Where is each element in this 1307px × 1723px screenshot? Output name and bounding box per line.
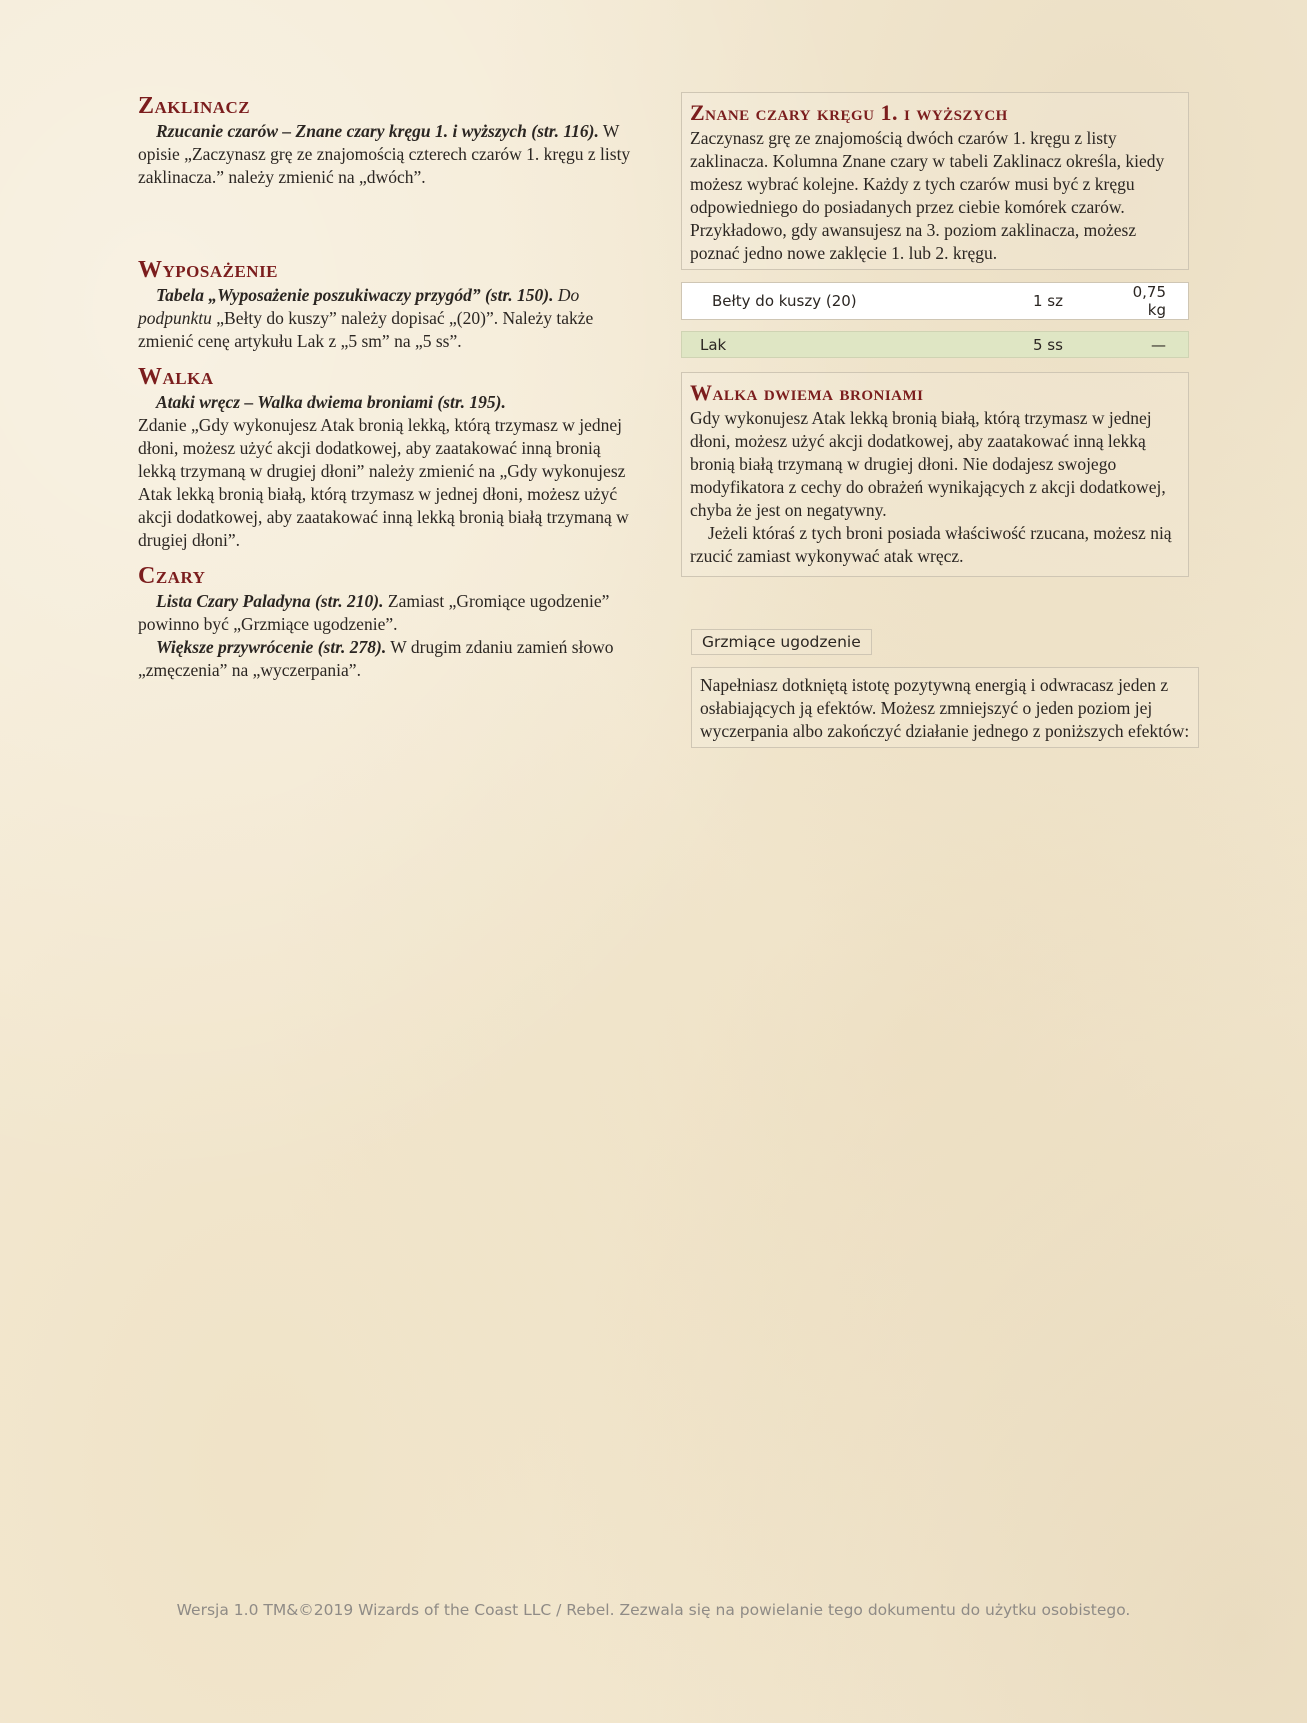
walka-body: Zdanie „Gdy wykonujesz Atak bronią lekką, którą trzymasz w jednej dłoni, możesz użyć akcji dodatkowej, aby zaatakować inną bronią lekką trzymaną w drugiej dłoni” należy zmienić na „Gdy wykonujesz Atak lekką bronią białą, którą trzymasz w jednej dłoni, możesz użyć akcji dodatkowej, aby zaatakować inną lekką bronią białą trzymaną w drugiej dłoni”.: [138, 415, 629, 550]
section-wyposazenie: [138, 256, 638, 353]
section-title-walka-dwiema: Walka dwiema broniami: [690, 380, 924, 405]
spell-text: Napełniasz dotkniętą istotę pozytywną energią i odwracasz jeden z osłabiających ją efektów. Możesz zmniejszyć o jeden poziom jej wyczerpania albo zakończyć działanie jednego z poniższych efektów:: [700, 675, 1190, 741]
right-column: [681, 92, 1201, 748]
box-spell-text: [691, 667, 1199, 748]
gear-weight: 0,75 kg: [1132, 283, 1166, 319]
spell-label: Grzmiące ugodzenie: [691, 629, 872, 655]
box-znane-czary: [681, 92, 1189, 270]
gear-weight: —: [1151, 335, 1166, 354]
zaklinacz-body: W opisie „Zaczynasz grę ze znajomością czterech czarów 1. kręgu z listy zaklinacza.” należy zmienić na „dwóch”.: [138, 121, 631, 187]
zaklinacz-lead: Rzucanie czarów – Znane czary kręgu 1. i wyższych (str. 116).: [156, 121, 599, 141]
spell-label-wrap: [691, 629, 1201, 655]
wyposazenie-body: „Bełty do kuszy” należy dopisać „(20)”. Należy także zmienić cenę artykułu Lak z „5 sm” na „5 ss”.: [138, 308, 594, 351]
section-title-walka: Walka: [138, 364, 214, 390]
znane-czary-body: Zaczynasz grę ze znajomością dwóch czarów 1. kręgu z listy zaklinacza. Kolumna Znane czary w tabeli Zaklinacz określa, kiedy możesz wybrać kolejne. Każdy z tych czarów musi być z kręgu odpowiedniego do posiadanych przez ciebie komórek czarów. Przykładowo, gdy awansujesz na 3. poziom zaklinacza, możesz poznać jedno nowe zaklęcie 1. lub 2. kręgu.: [690, 128, 1165, 263]
wyposazenie-lead: Tabela „Wyposażenie poszukiwaczy przygód” (str. 150).: [156, 285, 554, 305]
gear-name: Lak: [700, 335, 727, 354]
czary-lead-1: Lista Czary Paladyna (str. 210).: [156, 591, 384, 611]
walka-dwiema-p2: Jeżeli któraś z tych broni posiada właściwość rzucana, możesz nią rzucić zamiast wykonywać atak wręcz.: [690, 523, 1172, 566]
zaklinacz-paragraph: [138, 120, 638, 189]
walka-lead: Ataki wręcz – Walka dwiema broniami (str. 195).: [156, 392, 506, 412]
walka-lead-line: [138, 391, 638, 414]
section-title-wyposazenie: Wyposażenie: [138, 257, 279, 283]
section-title-zaklinacz: Zaklinacz: [138, 93, 251, 119]
section-zaklinacz: [138, 92, 638, 189]
czary-paragraph-1: [138, 590, 638, 636]
czary-lead-2: Większe przywrócenie (str. 278).: [156, 637, 387, 657]
gear-row: [682, 332, 1189, 358]
section-walka: [138, 363, 638, 552]
czary-paragraph-2: [138, 636, 638, 682]
box-walka-dwiema: [681, 372, 1189, 577]
gear-cost: 5 ss: [1033, 335, 1063, 354]
section-title-czary: Czary: [138, 563, 206, 589]
gear-spacer: [682, 320, 1189, 332]
wyposazenie-paragraph: [138, 284, 638, 353]
gear-row: [682, 283, 1189, 320]
section-czary: [138, 562, 638, 682]
section-title-znane-czary: Znane czary kręgu 1. i wyższych: [690, 100, 1008, 125]
gear-name: Bełty do kuszy (20): [712, 292, 857, 310]
left-column: [138, 92, 638, 682]
walka-dwiema-p1: Gdy wykonujesz Atak lekką bronią białą, którą trzymasz w jednej dłoni, możesz użyć akcji dodatkowej, aby zaatakować inną lekką bronią białą trzymaną w drugiej dłoni. Nie dodajesz swojego modyfikatora z cechy do obrażeń wynikających z akcji dodatkowej, chyba że jest on negatywny.: [690, 408, 1166, 520]
gear-table: [681, 282, 1189, 358]
wyposazenie-italic: Do podpunktu: [138, 285, 580, 328]
czary-body-1: Zamiast „Gromiące ugodzenie” powinno być „Grzmiące ugodzenie”.: [138, 591, 610, 634]
footer-copyright: Wersja 1.0 TM&©2019 Wizards of the Coast LLC / Rebel. Zezwala się na powielanie tego dokumentu do użytku osobistego.: [176, 1601, 1131, 1619]
czary-body-2: W drugim zdaniu zamień słowo „zmęczenia” na „wyczerpania”.: [138, 637, 614, 680]
gear-cost: 1 sz: [1033, 292, 1063, 310]
